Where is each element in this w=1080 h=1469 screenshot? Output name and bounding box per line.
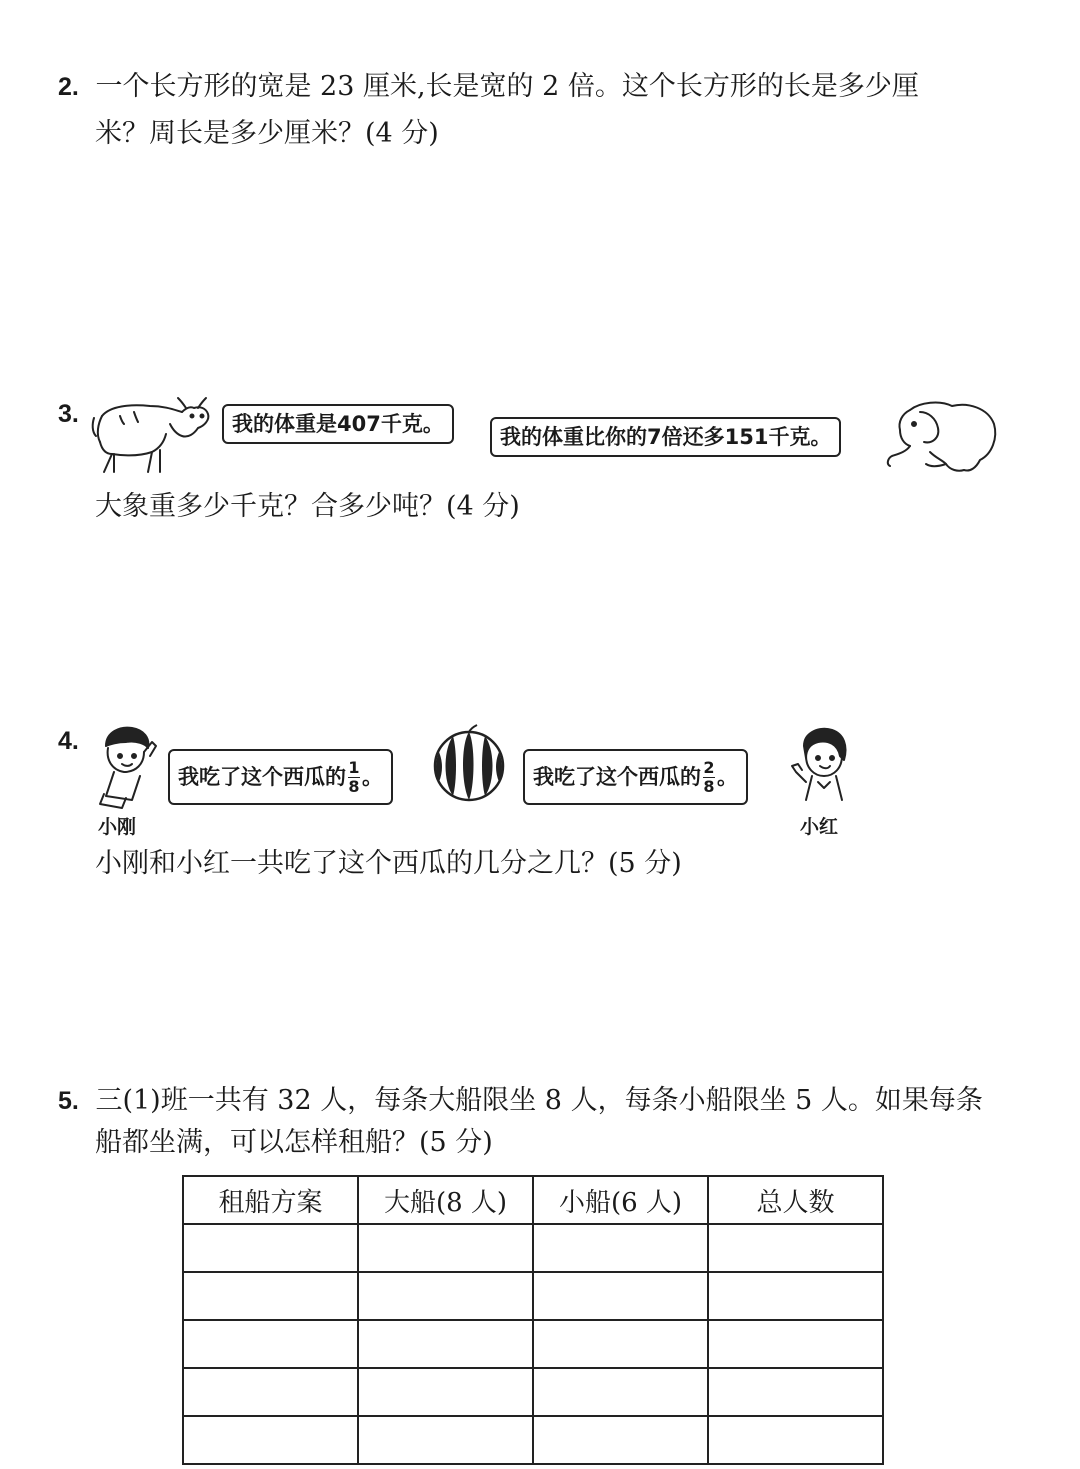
elephant-bubble-text: 我的体重比你的7倍还多151千克。 — [500, 425, 832, 449]
table-cell[interactable] — [358, 1416, 533, 1464]
cow-speech-bubble — [222, 404, 454, 444]
table-cell[interactable] — [358, 1320, 533, 1368]
table-cell[interactable] — [708, 1320, 883, 1368]
table-cell[interactable] — [183, 1416, 358, 1464]
q2-line1 — [58, 66, 919, 108]
table-cell[interactable] — [533, 1272, 708, 1320]
q2-text-line1: 一个长方形的宽是 23 厘米,长是宽的 2 倍。这个长方形的长是多少厘 — [95, 71, 919, 102]
q5-number: 5. — [58, 1087, 79, 1115]
girl-fraction — [703, 757, 715, 796]
q5-line1 — [58, 1080, 983, 1122]
q4-number: 4. — [58, 727, 79, 755]
table-row — [183, 1320, 883, 1368]
girl-bubble-end: 。 — [717, 765, 738, 789]
watermelon-illustration — [431, 724, 507, 802]
q4-question: 小刚和小红一共吃了这个西瓜的几分之几？(5 分) — [95, 848, 682, 879]
elephant-illustration — [880, 398, 1000, 478]
boy-fraction — [348, 757, 360, 796]
table-cell[interactable] — [533, 1224, 708, 1272]
table-row — [183, 1224, 883, 1272]
boy-name-label: 小刚 — [98, 816, 137, 838]
girl-speech-bubble — [523, 749, 748, 805]
table-cell[interactable] — [533, 1320, 708, 1368]
elephant-speech-bubble — [490, 417, 841, 457]
table-cell[interactable] — [183, 1224, 358, 1272]
q3-question: 大象重多少千克？合多少吨？(4 分) — [95, 491, 520, 522]
table-cell[interactable] — [183, 1272, 358, 1320]
table-cell[interactable] — [533, 1416, 708, 1464]
boy-bubble-text: 我吃了这个西瓜的 — [178, 765, 346, 789]
girl-name-label: 小红 — [800, 816, 839, 838]
table-header-row — [183, 1176, 883, 1224]
table-row — [183, 1272, 883, 1320]
q2-text-line2: 米？周长是多少厘米？(4 分) — [95, 118, 439, 149]
girl-xiaohong-illustration — [790, 726, 854, 802]
table-cell[interactable] — [533, 1368, 708, 1416]
table-cell[interactable] — [708, 1368, 883, 1416]
q2-number: 2. — [58, 73, 79, 101]
q5-text-line2: 船都坐满，可以怎样租船？(5 分) — [95, 1127, 493, 1158]
q5-text-line1: 三(1)班一共有 32 人，每条大船限坐 8 人，每条小船限坐 5 人。如果每条 — [95, 1085, 983, 1116]
girl-fraction-numerator: 2 — [703, 757, 715, 777]
girl-bubble-text: 我吃了这个西瓜的 — [533, 765, 701, 789]
boat-rental-table — [182, 1175, 884, 1465]
boy-xiaogang-illustration — [96, 724, 160, 812]
cow-bubble-text: 我的体重是407千克。 — [232, 412, 444, 436]
table-cell[interactable] — [183, 1368, 358, 1416]
table-cell[interactable] — [183, 1320, 358, 1368]
boy-fraction-numerator: 1 — [348, 757, 360, 777]
boy-fraction-denominator: 8 — [348, 776, 360, 796]
boy-speech-bubble — [168, 749, 393, 805]
girl-fraction-denominator: 8 — [703, 776, 715, 796]
header-total: 总人数 — [708, 1176, 883, 1224]
table-cell[interactable] — [358, 1368, 533, 1416]
table-row — [183, 1416, 883, 1464]
cow-illustration — [90, 394, 215, 476]
table-row — [183, 1368, 883, 1416]
table-cell[interactable] — [708, 1272, 883, 1320]
table-cell[interactable] — [708, 1416, 883, 1464]
q3-number: 3. — [58, 400, 79, 428]
header-big-boat: 大船(8 人) — [358, 1176, 533, 1224]
table-cell[interactable] — [708, 1224, 883, 1272]
header-plan: 租船方案 — [183, 1176, 358, 1224]
table-cell[interactable] — [358, 1272, 533, 1320]
table-cell[interactable] — [358, 1224, 533, 1272]
boy-bubble-end: 。 — [362, 765, 383, 789]
header-small-boat: 小船(6 人) — [533, 1176, 708, 1224]
